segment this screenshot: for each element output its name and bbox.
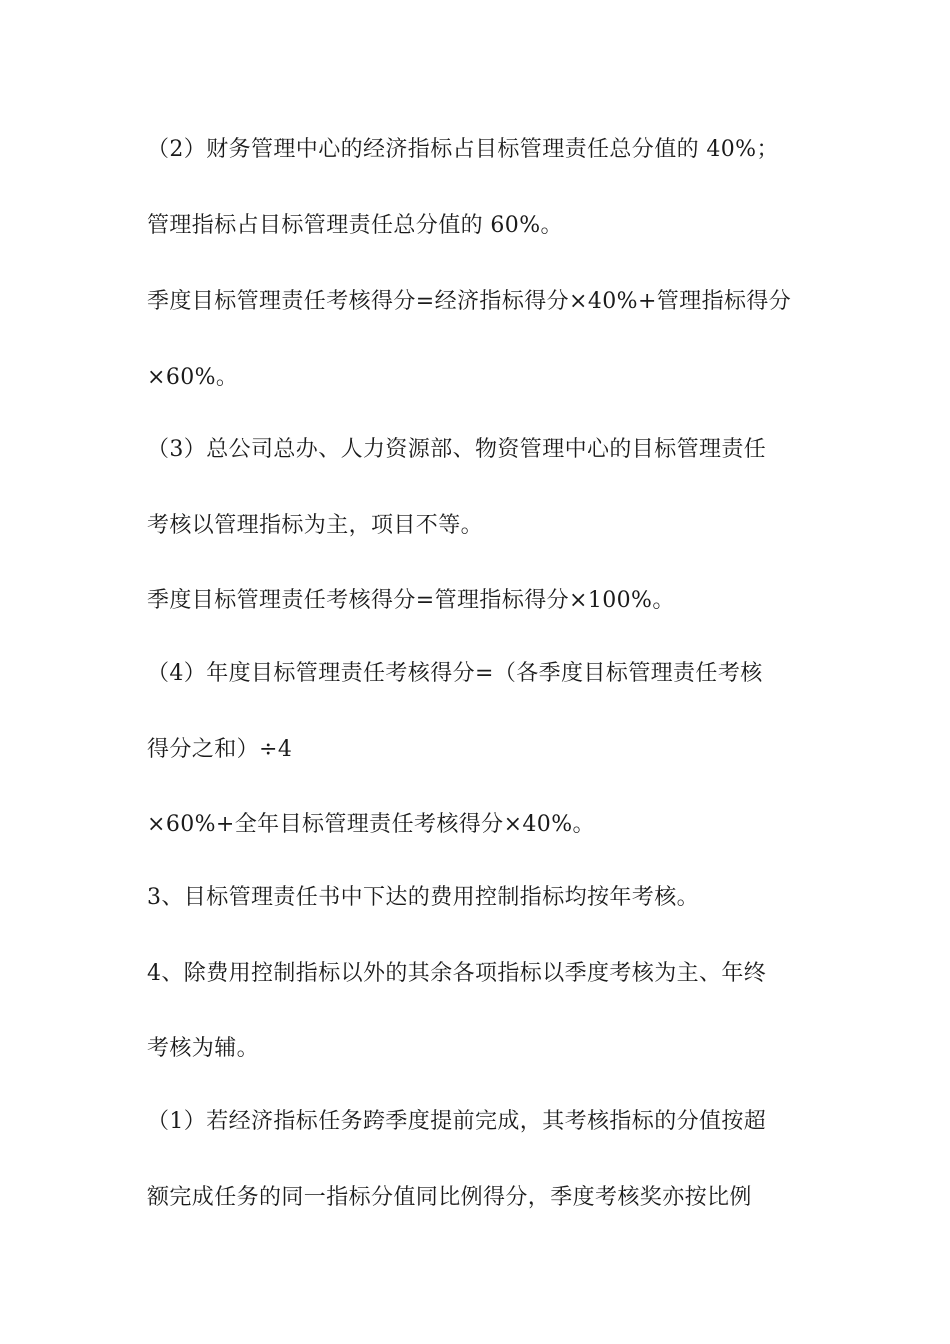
text-line: 季度目标管理责任考核得分=管理指标得分×100%。	[147, 588, 675, 613]
text-line: ×60%。	[147, 365, 239, 390]
text-line: 考核以管理指标为主，项目不等。	[147, 513, 484, 538]
text-line: （3）总公司总办、人力资源部、物资管理中心的目标管理责任	[147, 437, 767, 462]
text-line: 额完成任务的同一指标分值同比例得分，季度考核奖亦按比例	[147, 1185, 752, 1210]
text-line: 3、目标管理责任书中下达的费用控制指标均按年考核。	[147, 885, 699, 910]
text-line: 考核为辅。	[147, 1036, 260, 1061]
text-line: 4、除费用控制指标以外的其余各项指标以季度考核为主、年终	[147, 961, 767, 986]
text-line: （4）年度目标管理责任考核得分=（各季度目标管理责任考核	[147, 661, 763, 686]
text-line: 管理指标占目标管理责任总分值的 60%。	[147, 213, 563, 238]
text-line: ×60%+全年目标管理责任考核得分×40%。	[147, 812, 595, 837]
text-line: 季度目标管理责任考核得分=经济指标得分×40%+管理指标得分	[147, 289, 792, 314]
text-line: （2）财务管理中心的经济指标占目标管理责任总分值的 40%；	[147, 137, 779, 162]
text-line: 得分之和）÷4	[147, 737, 293, 762]
text-line: （1）若经济指标任务跨季度提前完成，其考核指标的分值按超	[147, 1109, 767, 1134]
